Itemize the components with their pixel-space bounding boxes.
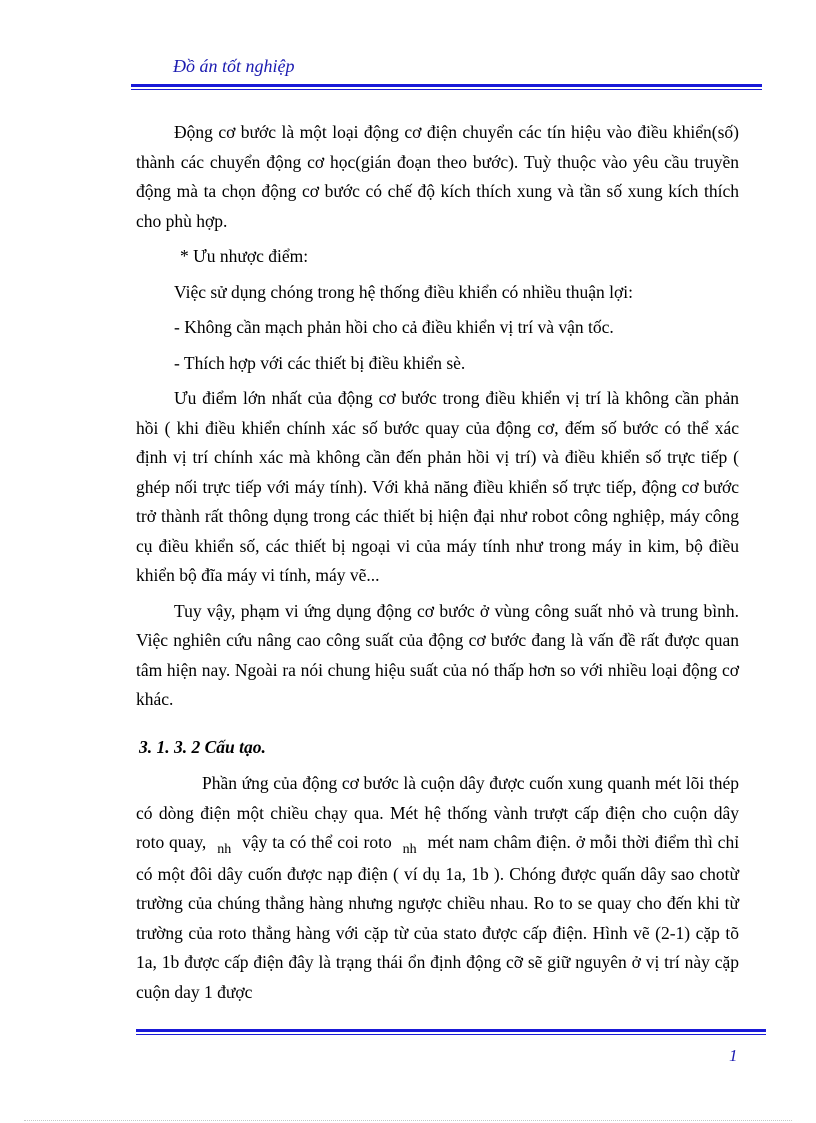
header-rule-thin — [131, 89, 762, 90]
paragraph-pros-cons-label: * Ưu nhược điểm: — [180, 246, 309, 266]
paragraph-structure-part2: vậy ta có thể coi roto — [242, 832, 392, 852]
footer-rule — [136, 1029, 766, 1035]
subscript-nh-1: nh — [217, 842, 232, 857]
page-number: 1 — [729, 1046, 738, 1065]
page-bottom-boundary — [24, 1120, 792, 1121]
paragraph-limitations: Tuy vậy, phạm vi ứng dụng động cơ bước ở vùng công suất nhỏ và trung bình. Việc nghiên cứu nâng cao công suất của động cơ bước đang là vấn đề rất được quan tâm hiện nay. Ngoài ra nói chung hiệu suất của nó thấp hơn so với nhiều loại động cơ khác. — [136, 600, 739, 709]
body-text-top — [136, 118, 739, 715]
paragraph-advantage-1: - Không cần mạch phản hồi cho cả điều khiển vị trí và vận tốc. — [174, 317, 614, 337]
body-text-section — [136, 769, 739, 1007]
subscript-nh-2: nh — [402, 842, 417, 857]
header-title: Đồ án tốt nghiệp — [173, 56, 295, 76]
paragraph-advantages-intro: Việc sử dụng chóng trong hệ thống điều khiển có nhiều thuận lợi: — [174, 281, 633, 302]
paragraph-structure — [136, 769, 739, 1007]
footer-rule-thick — [136, 1029, 766, 1032]
paragraph-structure-part1: Phần ứng của động cơ bước là cuộn dây được cuốn xung quanh mét lõi thép có dòng điện một chiều chạy qua. Mét hệ thống vành trượt cấp điện cho cuộn dây roto quay, — [136, 773, 739, 852]
header-rule-thick — [131, 84, 762, 87]
footer-rule-thin — [136, 1034, 766, 1035]
paragraph-structure-part3: mét nam châm điện. ở mỗi thời điểm thì chỉ có một đôi dây cuốn được nạp điện ( ví dụ 1a, 1b ). Chóng được quấn dây sao chotừ trường của chúng thẳng hàng nhưng ngược chiều nhau. Ro to se quay cho đến khi từ trường của roto thẳng hàng với cặp từ của stato được cấp điện. Hình vẽ (2-1) cặp tõ 1a, 1b được cấp điện đây là trạng thái ổn định động cỡ sẽ giữ nguyên ở vị trí này cặp cuộn day 1 được — [136, 832, 740, 1002]
paragraph-main-advantage: Ưu điểm lớn nhất của động cơ bước trong điều khiển vị trí là không cần phản hồi ( khi điều khiển chính xác số bước quay của động cơ, đếm số bước có thể xác định vị trí chính xác mà không cần đến phản hồi vị trí) và điều khiển số trực tiếp ( ghép nối trực tiếp với máy tính). Với khả năng điều khiển số trực tiếp, động cơ bước trở thành rất thông dụng trong các thiết bị hiện đại như robot công nghiệp, máy công cụ điều khiển số, các thiết bị ngoại vi của máy tính như trong máy in kim, bộ điều khiển bộ đĩa máy vi tính, máy vẽ... — [136, 388, 739, 585]
paragraph-advantage-2: - Thích hợp với các thiết bị điều khiển sè. — [174, 352, 466, 373]
section-heading: 3. 1. 3. 2 Cấu tạo. — [139, 737, 266, 757]
paragraph-intro: Động cơ bước là một loại động cơ điện chuyển các tín hiệu vào điều khiển(số) thành các chuyển động cơ học(gián đoạn theo bước). Tuỳ thuộc vào yêu cầu truyền động mà ta chọn động cơ bước có chế độ kích thích xung và tần số xung kích thích cho phù hợp. — [136, 122, 739, 231]
header-rule — [131, 84, 762, 90]
